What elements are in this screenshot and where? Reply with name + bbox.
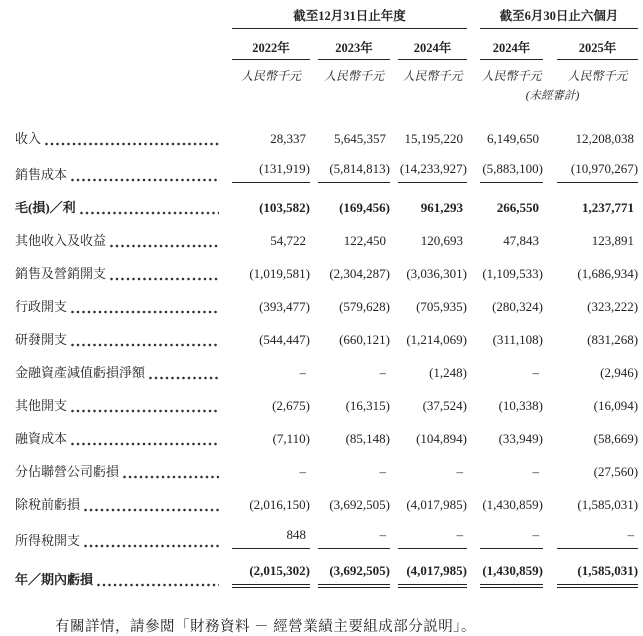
dot-leader <box>110 277 219 281</box>
value: (85,148) <box>345 431 390 446</box>
value-cell <box>232 480 310 513</box>
value-cell <box>390 480 467 513</box>
row-label: 融資成本 <box>15 431 68 446</box>
table-row <box>15 480 638 513</box>
value-cell <box>310 447 390 480</box>
table-row <box>15 249 638 282</box>
value-cell <box>467 282 543 315</box>
value-cell <box>310 480 390 513</box>
value-cell <box>232 447 310 480</box>
value: (1,109,533) <box>482 266 544 281</box>
value-cell <box>310 183 390 216</box>
table-row <box>15 216 638 249</box>
value-cell <box>467 381 543 414</box>
value: – <box>532 365 540 380</box>
value-cell <box>310 147 390 183</box>
value: 15,195,220 <box>404 131 464 146</box>
row-label: 收入 <box>15 131 42 146</box>
value-cell <box>390 147 467 183</box>
value: 123,891 <box>591 233 635 248</box>
value-cell <box>390 183 467 216</box>
table-row <box>15 447 638 480</box>
value-cell <box>310 348 390 381</box>
value-cell <box>390 216 467 249</box>
table-row <box>15 513 638 549</box>
table-header <box>15 6 638 103</box>
row-label-cell <box>15 414 232 447</box>
value: (1,248) <box>429 365 468 380</box>
year-header: 2025年 <box>543 29 638 60</box>
value: (27,560) <box>593 464 639 479</box>
value-cell <box>232 414 310 447</box>
value: – <box>299 464 306 479</box>
value: (1,430,859) <box>482 563 544 578</box>
spacer-cell <box>15 84 232 103</box>
value-cell <box>467 183 543 216</box>
value: (37,524) <box>422 398 468 413</box>
value: (131,919) <box>259 161 310 176</box>
value: 6,149,650 <box>487 131 540 146</box>
value: – <box>627 527 635 542</box>
value-cell <box>543 414 638 447</box>
value-cell <box>310 315 390 348</box>
value: – <box>456 464 464 479</box>
unaudited-label: (未經審計) <box>525 90 580 102</box>
spacer-cell <box>15 6 232 29</box>
value: (1,019,581) <box>249 266 310 281</box>
value-cell <box>467 348 543 381</box>
value: (311,108) <box>492 332 544 347</box>
value: 12,208,038 <box>575 131 635 146</box>
unit-label-cell: 人民幣千元 <box>481 69 542 83</box>
value: 47,843 <box>503 233 540 248</box>
value: 5,645,357 <box>334 131 386 146</box>
value: (3,692,505) <box>329 497 390 512</box>
value: – <box>532 527 540 542</box>
dot-leader <box>45 142 219 146</box>
value: – <box>456 527 464 542</box>
value-cell <box>390 315 467 348</box>
value-cell <box>543 103 638 147</box>
value: (5,814,813) <box>329 161 390 176</box>
row-label-cell <box>15 513 232 549</box>
value-cell <box>232 348 310 381</box>
value: (3,036,301) <box>406 266 468 281</box>
row-label: 其他收入及收益 <box>15 233 107 248</box>
value: (104,894) <box>416 431 468 446</box>
value-cell <box>467 480 543 513</box>
value-cell <box>310 513 390 549</box>
table-row <box>15 381 638 414</box>
value: 1,237,771 <box>582 200 635 215</box>
value: – <box>299 365 306 380</box>
value: (103,582) <box>259 200 310 215</box>
value: 28,337 <box>270 131 306 146</box>
value-cell <box>310 549 390 588</box>
value: (1,214,069) <box>406 332 468 347</box>
dot-leader <box>71 178 219 182</box>
row-label-cell <box>15 183 232 216</box>
dot-leader <box>71 343 219 347</box>
group-header-row <box>15 6 638 29</box>
dot-leader <box>84 544 219 548</box>
value-cell <box>543 249 638 282</box>
table-row <box>15 103 638 147</box>
value: (544,447) <box>259 332 310 347</box>
value-cell <box>232 103 310 147</box>
table-row <box>15 147 638 183</box>
value-cell <box>390 513 467 549</box>
row-label-cell <box>15 549 232 588</box>
dot-leader <box>123 475 219 479</box>
row-label: 研發開支 <box>15 332 68 347</box>
dot-leader <box>71 442 219 446</box>
dot-leader <box>149 376 219 380</box>
value-cell <box>543 183 638 216</box>
value: 122,450 <box>343 233 386 248</box>
value: (169,456) <box>339 200 390 215</box>
value: (2,304,287) <box>329 266 390 281</box>
row-label-cell <box>15 216 232 249</box>
spacer-cell <box>232 84 467 103</box>
value-cell <box>543 513 638 549</box>
dot-leader <box>71 310 219 314</box>
value: (2,015,302) <box>249 563 310 578</box>
value: (1,686,934) <box>577 266 639 281</box>
value-cell <box>232 249 310 282</box>
row-label-cell <box>15 381 232 414</box>
value: (1,585,031) <box>577 497 639 512</box>
spacer-cell <box>15 60 232 84</box>
value-cell <box>232 315 310 348</box>
table-row <box>15 549 638 588</box>
value: 848 <box>286 527 306 542</box>
value-cell <box>390 103 467 147</box>
value-cell <box>390 381 467 414</box>
row-label: 除稅前虧損 <box>15 497 81 512</box>
value: – <box>379 365 386 380</box>
value-cell <box>232 381 310 414</box>
group-header-interim: 截至6月30日止六個月 <box>467 6 638 29</box>
value: (1,430,859) <box>482 497 544 512</box>
value: (2,675) <box>272 398 310 413</box>
value-cell <box>390 414 467 447</box>
value-cell <box>390 348 467 381</box>
value-cell <box>467 414 543 447</box>
value: (705,935) <box>416 299 468 314</box>
value: 266,550 <box>496 200 540 215</box>
row-label: 銷售及營銷開支 <box>15 266 107 281</box>
table-row <box>15 414 638 447</box>
value: (579,628) <box>339 299 390 314</box>
value: (10,970,267) <box>570 161 639 176</box>
value: – <box>379 464 386 479</box>
group-header-annual: 截至12月31日止年度 <box>232 6 467 29</box>
value-cell <box>543 282 638 315</box>
row-label: 其他開支 <box>15 398 68 413</box>
value-cell <box>467 447 543 480</box>
row-label: 金融資產減值虧損淨額 <box>15 365 146 380</box>
dot-leader <box>84 508 219 512</box>
value: (393,477) <box>259 299 310 314</box>
value-cell <box>310 249 390 282</box>
row-label-cell <box>15 249 232 282</box>
spacer-cell <box>15 29 232 60</box>
year-header: 2024年 <box>467 29 543 60</box>
value: (4,017,985) <box>406 497 468 512</box>
dot-leader <box>110 244 219 248</box>
value: 120,693 <box>420 233 464 248</box>
value: – <box>532 464 540 479</box>
row-label: 年／期內虧損 <box>15 572 94 587</box>
value: (2,946) <box>600 365 639 380</box>
value-cell <box>467 147 543 183</box>
value-cell <box>543 447 638 480</box>
unit-label-cell: 人民幣千元 <box>567 69 628 83</box>
value-cell <box>310 414 390 447</box>
value: – <box>379 527 386 542</box>
value-cell <box>543 147 638 183</box>
value-cell <box>467 103 543 147</box>
value-cell <box>232 216 310 249</box>
value-cell <box>543 216 638 249</box>
row-label-cell <box>15 147 232 183</box>
table-body <box>15 103 638 588</box>
row-label: 分佔聯營公司虧損 <box>15 464 120 479</box>
row-label-cell <box>15 103 232 147</box>
dot-leader <box>80 211 219 215</box>
financial-summary-table <box>15 6 638 588</box>
value: (660,121) <box>339 332 390 347</box>
value-cell <box>232 282 310 315</box>
value: (280,324) <box>492 299 544 314</box>
value-cell <box>543 315 638 348</box>
value-cell <box>543 480 638 513</box>
value: 54,722 <box>270 233 306 248</box>
value-cell <box>467 216 543 249</box>
value-cell <box>390 447 467 480</box>
table-row <box>15 183 638 216</box>
row-label: 所得稅開支 <box>15 533 81 548</box>
value-cell <box>310 381 390 414</box>
unit-label-cell: 人民幣千元 <box>240 69 301 83</box>
value-cell <box>390 249 467 282</box>
value-cell <box>543 381 638 414</box>
value: (33,949) <box>498 431 544 446</box>
value-cell <box>310 216 390 249</box>
value-cell <box>232 549 310 588</box>
dot-leader <box>71 409 219 413</box>
value-cell <box>543 348 638 381</box>
year-header-row <box>15 29 638 60</box>
year-header: 2022年 <box>232 29 310 60</box>
value: (16,315) <box>345 398 390 413</box>
value-cell <box>467 549 543 588</box>
value-cell <box>232 147 310 183</box>
footer-note: 有關詳情，請參閲「財務資料 － 經營業績主要組成部分説明」。 <box>55 619 476 635</box>
dot-leader <box>97 583 219 587</box>
value: (4,017,985) <box>406 563 468 578</box>
value-cell <box>390 282 467 315</box>
year-header: 2023年 <box>310 29 390 60</box>
row-label: 毛(損)／利 <box>15 200 76 215</box>
value: (831,268) <box>587 332 639 347</box>
value: (16,094) <box>593 398 639 413</box>
value-cell <box>467 315 543 348</box>
table-row <box>15 348 638 381</box>
value-cell <box>232 183 310 216</box>
value: (10,338) <box>498 398 544 413</box>
table-row <box>15 315 638 348</box>
unit-row <box>15 60 638 84</box>
row-label: 行政開支 <box>15 299 68 314</box>
value-cell <box>390 549 467 588</box>
unit-label-cell: 人民幣千元 <box>402 69 463 83</box>
value-cell <box>467 513 543 549</box>
value-cell <box>467 249 543 282</box>
row-label-cell <box>15 315 232 348</box>
value: (14,233,927) <box>399 161 468 176</box>
row-label-cell <box>15 447 232 480</box>
unit-label-cell: 人民幣千元 <box>323 69 384 83</box>
value-cell <box>232 513 310 549</box>
unaudited-row <box>15 84 638 103</box>
value: 961,293 <box>420 200 464 215</box>
value: (3,692,505) <box>329 563 390 578</box>
value: (7,110) <box>272 431 310 446</box>
value-cell <box>310 282 390 315</box>
table-row <box>15 282 638 315</box>
value: (1,585,031) <box>577 563 639 578</box>
value-cell <box>543 549 638 588</box>
value: (323,222) <box>587 299 639 314</box>
value: (5,883,100) <box>482 161 544 176</box>
year-header: 2024年 <box>390 29 467 60</box>
row-label-cell <box>15 480 232 513</box>
value-cell <box>310 103 390 147</box>
row-label-cell <box>15 282 232 315</box>
value: (2,016,150) <box>249 497 310 512</box>
row-label: 銷售成本 <box>15 167 68 182</box>
row-label-cell <box>15 348 232 381</box>
value: (58,669) <box>593 431 639 446</box>
